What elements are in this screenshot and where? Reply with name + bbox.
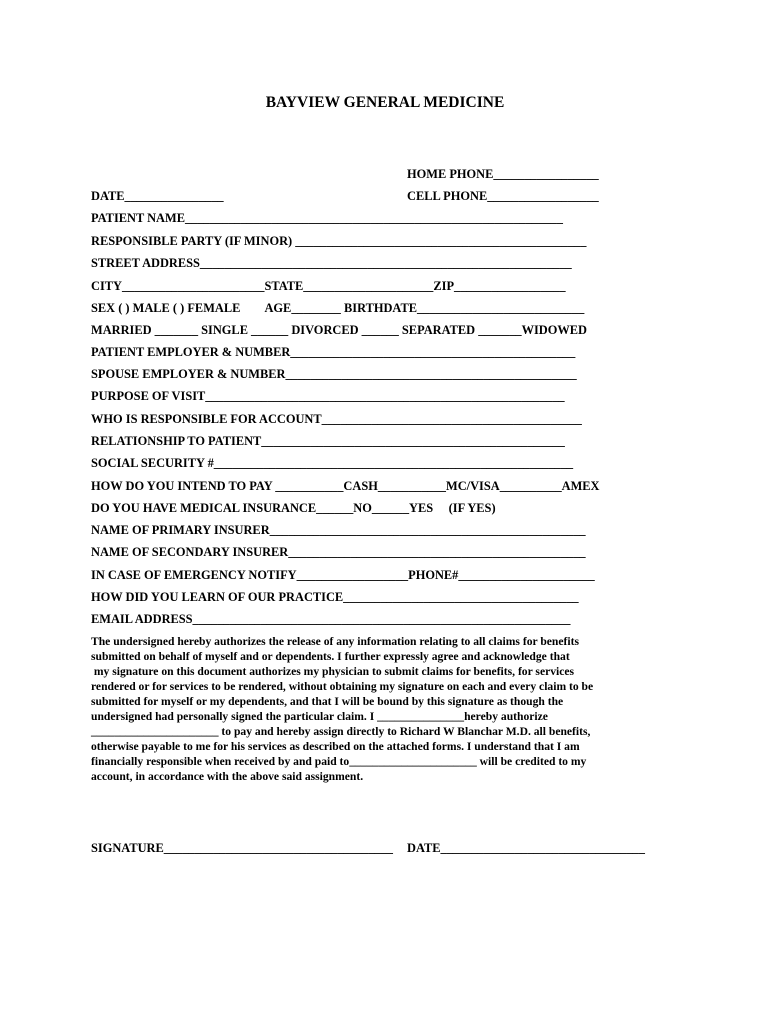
- medical-insurance-field[interactable]: DO YOU HAVE MEDICAL INSURANCE______NO______YES (IF YES): [91, 501, 496, 515]
- authorization-line: The undersigned hereby authorizes the release of any information relating to all claims for benefits: [91, 635, 579, 648]
- patient-name-field[interactable]: PATIENT NAME_____________________________________________________________: [91, 211, 563, 225]
- emergency-contact-field[interactable]: IN CASE OF EMERGENCY NOTIFY__________________PHONE#______________________: [91, 568, 595, 582]
- responsible-party-field[interactable]: RESPONSIBLE PARTY (IF MINOR) _______________________________________________: [91, 234, 587, 248]
- date-field[interactable]: DATE________________: [91, 189, 224, 203]
- sex-age-birthdate-field[interactable]: SEX ( ) MALE ( ) FEMALE AGE________ BIRTHDATE___________________________: [91, 301, 585, 315]
- social-security-field[interactable]: SOCIAL SECURITY #__________________________________________________________: [91, 456, 574, 470]
- city-state-zip-field[interactable]: CITY_______________________STATE_____________________ZIP__________________: [91, 279, 566, 293]
- signature-date-field[interactable]: DATE_________________________________: [407, 841, 645, 855]
- authorization-line: otherwise payable to me for his services as described on the attached forms. I understand that I am: [91, 740, 580, 753]
- purpose-of-visit-field[interactable]: PURPOSE OF VISIT__________________________________________________________: [91, 389, 565, 403]
- home-phone-field[interactable]: HOME PHONE_________________: [407, 167, 599, 181]
- authorization-line[interactable]: undersigned had personally signed the particular claim. I _______________hereby authorize: [91, 710, 548, 723]
- secondary-insurer-field[interactable]: NAME OF SECONDARY INSURER________________________________________________: [91, 545, 586, 559]
- email-address-field[interactable]: EMAIL ADDRESS_____________________________________________________________: [91, 612, 571, 626]
- spouse-employer-field[interactable]: SPOUSE EMPLOYER & NUMBER_______________________________________________: [91, 367, 577, 381]
- authorization-line: account, in accordance with the above said assignment.: [91, 770, 364, 783]
- authorization-paragraph: [91, 634, 651, 784]
- authorization-line: submitted for myself or my dependents, and that I will be bound by this signature as though the: [91, 695, 564, 708]
- marital-status-field[interactable]: MARRIED _______ SINGLE ______ DIVORCED ______ SEPARATED _______WIDOWED: [91, 323, 587, 337]
- authorization-line: my signature on this document authorizes my physician to submit claims for benefits, for services: [91, 665, 575, 678]
- signature-field[interactable]: SIGNATURE_____________________________________: [91, 841, 393, 855]
- authorization-line: submitted on behalf of myself and or dependents. I further expressly agree and acknowledge that: [91, 650, 570, 663]
- form-title: BAYVIEW GENERAL MEDICINE: [265, 94, 505, 111]
- responsible-for-account-field[interactable]: WHO IS RESPONSIBLE FOR ACCOUNT__________________________________________: [91, 412, 582, 426]
- patient-employer-field[interactable]: PATIENT EMPLOYER & NUMBER______________________________________________: [91, 345, 576, 359]
- street-address-field[interactable]: STREET ADDRESS____________________________________________________________: [91, 256, 572, 270]
- authorization-line[interactable]: ______________________ to pay and hereby assign directly to Richard W Blanchar M.D. all benefits,: [91, 725, 591, 738]
- primary-insurer-field[interactable]: NAME OF PRIMARY INSURER___________________________________________________: [91, 523, 586, 537]
- referral-source-field[interactable]: HOW DID YOU LEARN OF OUR PRACTICE______________________________________: [91, 590, 579, 604]
- authorization-line: rendered or for services to be rendered, without obtaining my signature on each and every claim to be: [91, 680, 594, 693]
- cell-phone-field[interactable]: CELL PHONE__________________: [407, 189, 599, 203]
- authorization-line[interactable]: financially responsible when received by and paid to______________________ will be credited to my: [91, 755, 587, 768]
- relationship-field[interactable]: RELATIONSHIP TO PATIENT_________________________________________________: [91, 434, 565, 448]
- payment-method-field[interactable]: HOW DO YOU INTEND TO PAY ___________CASH___________MC/VISA__________AMEX: [91, 479, 600, 493]
